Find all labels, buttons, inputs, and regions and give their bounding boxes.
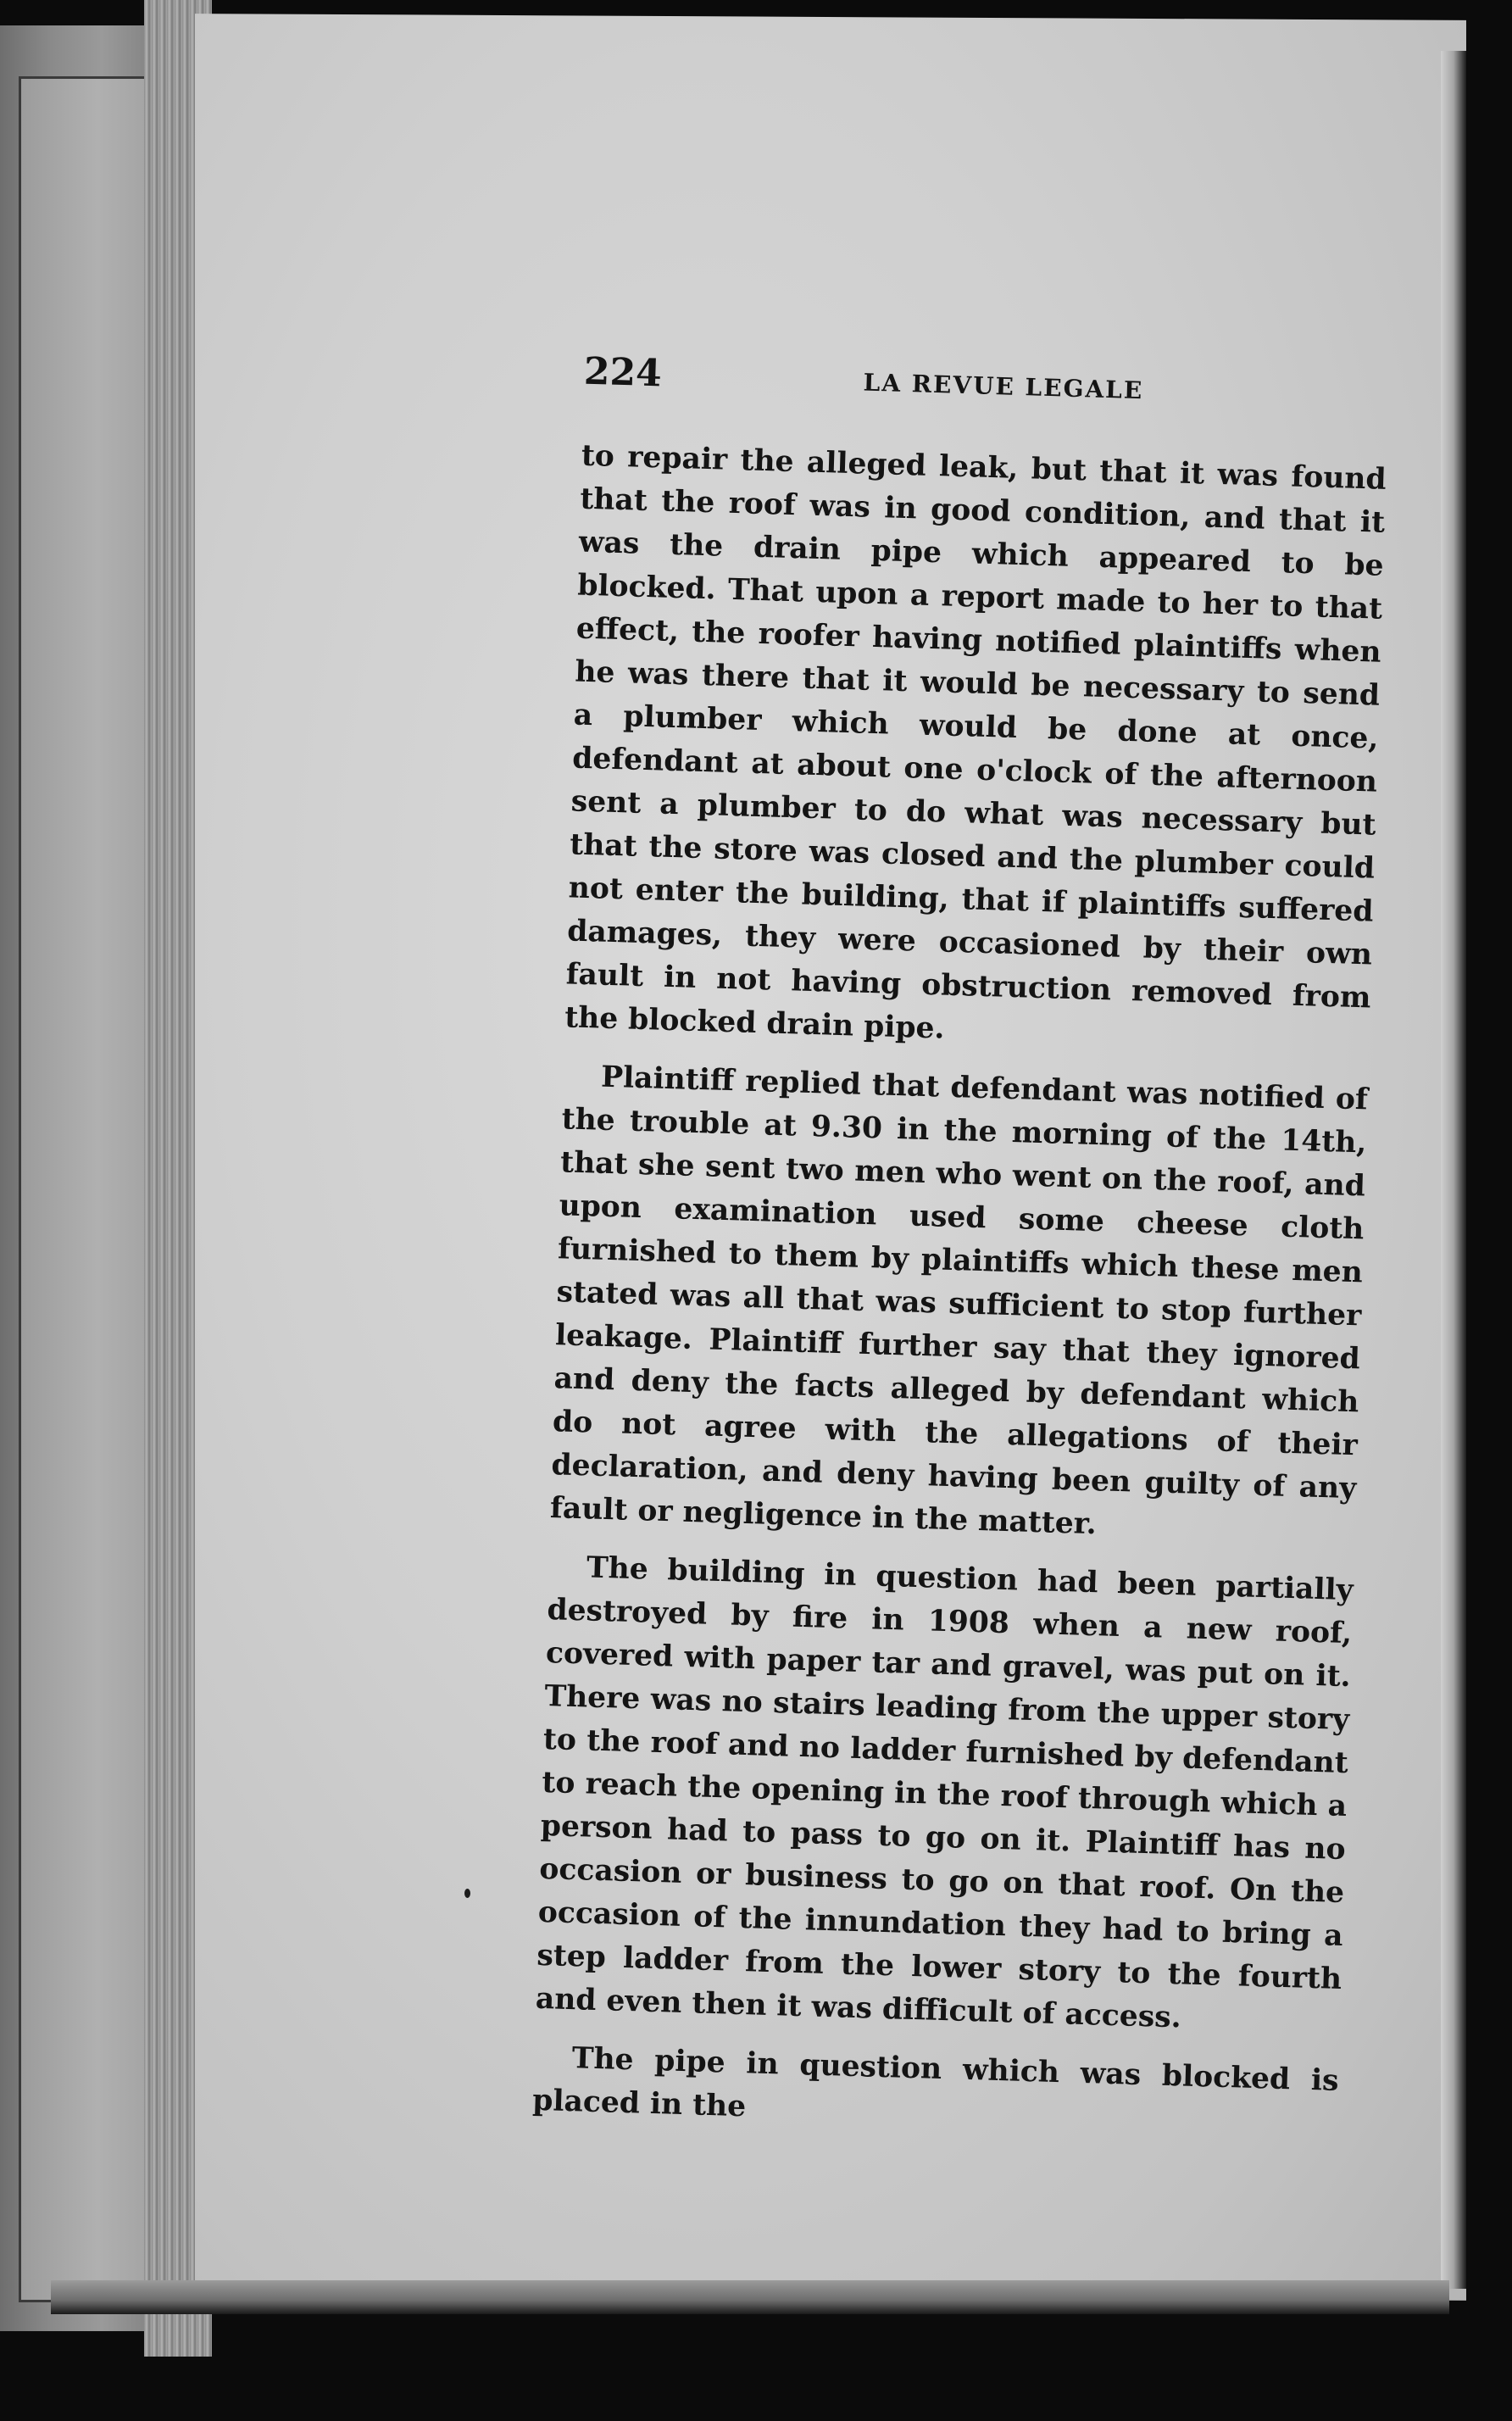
paragraph-4: The pipe in question which was blocked is placed in the — [531, 2041, 1340, 2124]
paragraph-1: to repair the alleged leak, but that it was found that the roof was in good condition, and that it was the drain pipe which appeared to be blocked. That upon a report made to her to that effect, the roofer having notified plaintiffs when he was there that it would be necessary to send a plumber which would be done at once, defendant at about one o'clock of the afternoon sent a plumber to do what was necessary but that the store was closed and the plumber could not enter the building, that if plaintiffs suffered damages, they were occasioned by their own fault in not having obstruction removed from the blocked drain pipe. — [564, 438, 1387, 1046]
ink-speck — [464, 1889, 470, 1898]
page-number: 224 — [583, 349, 663, 396]
paragraph-3: The building in question had been partially destroyed by fire in 1908 when a new roof, covered with paper tar and gravel, was put on it. There was no stairs leading from the upper story to the roof and no ladder furnished by defendant to reach the opening in the roof through which a person had to pass to go on it. Plaintiff has no occasion or business to go on that roof. On the occasion of the innundation they had to bring a step ladder from the lower story to the fourth and even then it was difficult of access. — [535, 1550, 1354, 2035]
page-right-edge — [1441, 51, 1466, 2289]
running-head: LA REVUE LEGALE — [863, 368, 1144, 405]
page-bottom-edge — [51, 2280, 1449, 2314]
paragraph-2: Plaintiff replied that defendant was notified of the trouble at 9.30 in the morning of the 14th, that she sent two men who went on the roof, and upon examination used some cheese cloth furnished to them by plaintiffs which these men stated was all that was sufficient to stop further leakage. Plaintiff further say that they ignored and deny the facts alleged by defendant which do not agree with the allegations of their declaration, and deny having been guilty of any fault or negligence in the matter. — [549, 1060, 1369, 1542]
page-content — [455, 339, 1423, 2162]
